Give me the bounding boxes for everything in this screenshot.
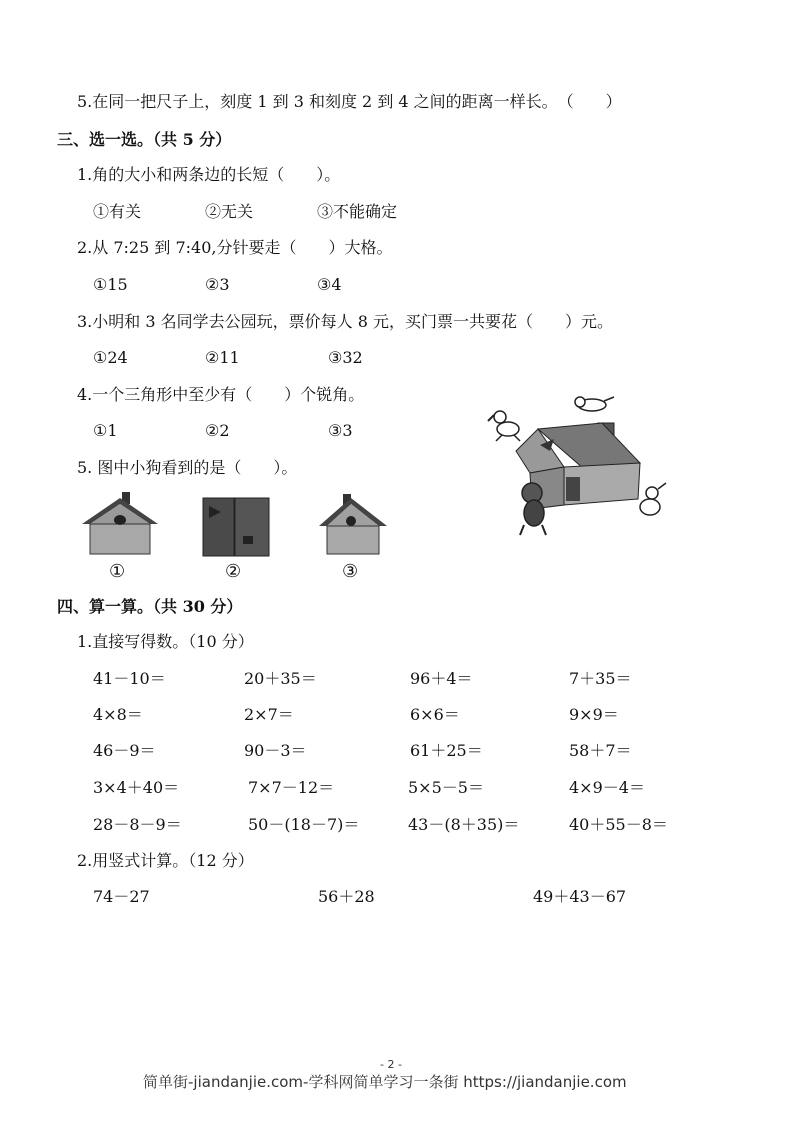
house-view-option-1	[80, 490, 160, 556]
math-item: 3×4＋40＝	[93, 778, 180, 797]
math-item: 2×7＝	[244, 705, 294, 724]
q3-option-2: ②11	[205, 348, 240, 367]
footer-watermark-text: 简单街-jiandanjie.com-学科网简单学习一条街 https://jiandanjie.com	[143, 1073, 627, 1091]
math-item: 4×9－4＝	[569, 778, 645, 797]
vertical-calc-item: 49＋43－67	[533, 887, 627, 906]
q4-option-2: ②2	[205, 421, 230, 440]
math-item: 9×9＝	[569, 705, 619, 724]
vertical-calc-title: 2.用竖式计算。（12 分）	[77, 851, 254, 870]
math-item: 7＋35＝	[569, 669, 632, 688]
math-item: 4×8＝	[93, 705, 143, 724]
section-3-heading: 三、选一选。（共 5 分）	[57, 130, 232, 149]
choice-question-5: 5. 图中小狗看到的是（ ）。	[77, 458, 298, 477]
dog-running-icon	[488, 411, 520, 441]
q2-option-3: ③4	[317, 275, 342, 294]
math-item: 50－(18－7)＝	[248, 815, 360, 834]
q4-option-1: ①1	[93, 421, 118, 440]
q1-option-2: ②无关	[205, 202, 254, 221]
math-item: 5×5－5＝	[408, 778, 484, 797]
choice-question-2: 2.从 7:25 到 7:40,分针要走（ ）大格。	[77, 238, 393, 257]
picture-label-2: ②	[225, 561, 242, 582]
house-view-option-3	[317, 490, 389, 556]
q3-option-1: ①24	[93, 348, 128, 367]
picture-label-3: ③	[342, 561, 359, 582]
choice-question-4: 4.一个三角形中至少有（ ）个锐角。	[77, 385, 365, 404]
math-item: 46－9＝	[93, 741, 156, 760]
math-item: 61＋25＝	[410, 741, 483, 760]
choice-question-3: 3.小明和 3 名同学去公园玩，票价每人 8 元，买门票一共要花（ ）元。	[77, 312, 613, 331]
q2-option-2: ②3	[205, 275, 230, 294]
mental-math-title: 1.直接写得数。（10 分）	[77, 632, 254, 651]
math-item: 28－8－9＝	[93, 815, 182, 834]
picture-label-1: ①	[109, 561, 126, 582]
math-item: 41－10＝	[93, 669, 166, 688]
math-item: 96＋4＝	[410, 669, 473, 688]
q4-option-3: ③3	[328, 421, 353, 440]
judge-question-5: 5.在同一把尺子上，刻度 1 到 3 和刻度 2 到 4 之间的距离一样长。 （ ）	[77, 92, 622, 111]
dog-watching-icon	[520, 483, 546, 535]
math-item: 58＋7＝	[569, 741, 632, 760]
dog-flying-icon	[575, 397, 614, 411]
q1-option-1: ①有关	[93, 202, 142, 221]
house-view-option-2	[203, 498, 269, 556]
math-item: 6×6＝	[410, 705, 460, 724]
page-number: - 2 -	[380, 1058, 402, 1071]
math-item: 90－3＝	[244, 741, 307, 760]
dog-small-icon	[640, 483, 666, 515]
math-item: 43－(8＋35)＝	[408, 815, 520, 834]
math-item: 7×7－12＝	[248, 778, 335, 797]
section-4-heading: 四、算一算。（共 30 分）	[57, 597, 243, 616]
math-item: 20＋35＝	[244, 669, 317, 688]
choice-question-1: 1.角的大小和两条边的长短（ ）。	[77, 165, 341, 184]
vertical-calc-item: 74－27	[93, 887, 150, 906]
q3-option-3: ③32	[328, 348, 363, 367]
q2-option-1: ①15	[93, 275, 128, 294]
house-scene-illustration	[480, 385, 680, 540]
vertical-calc-item: 56＋28	[318, 887, 375, 906]
math-item: 40＋55－8＝	[569, 815, 668, 834]
q1-option-3: ③不能确定	[317, 202, 398, 221]
